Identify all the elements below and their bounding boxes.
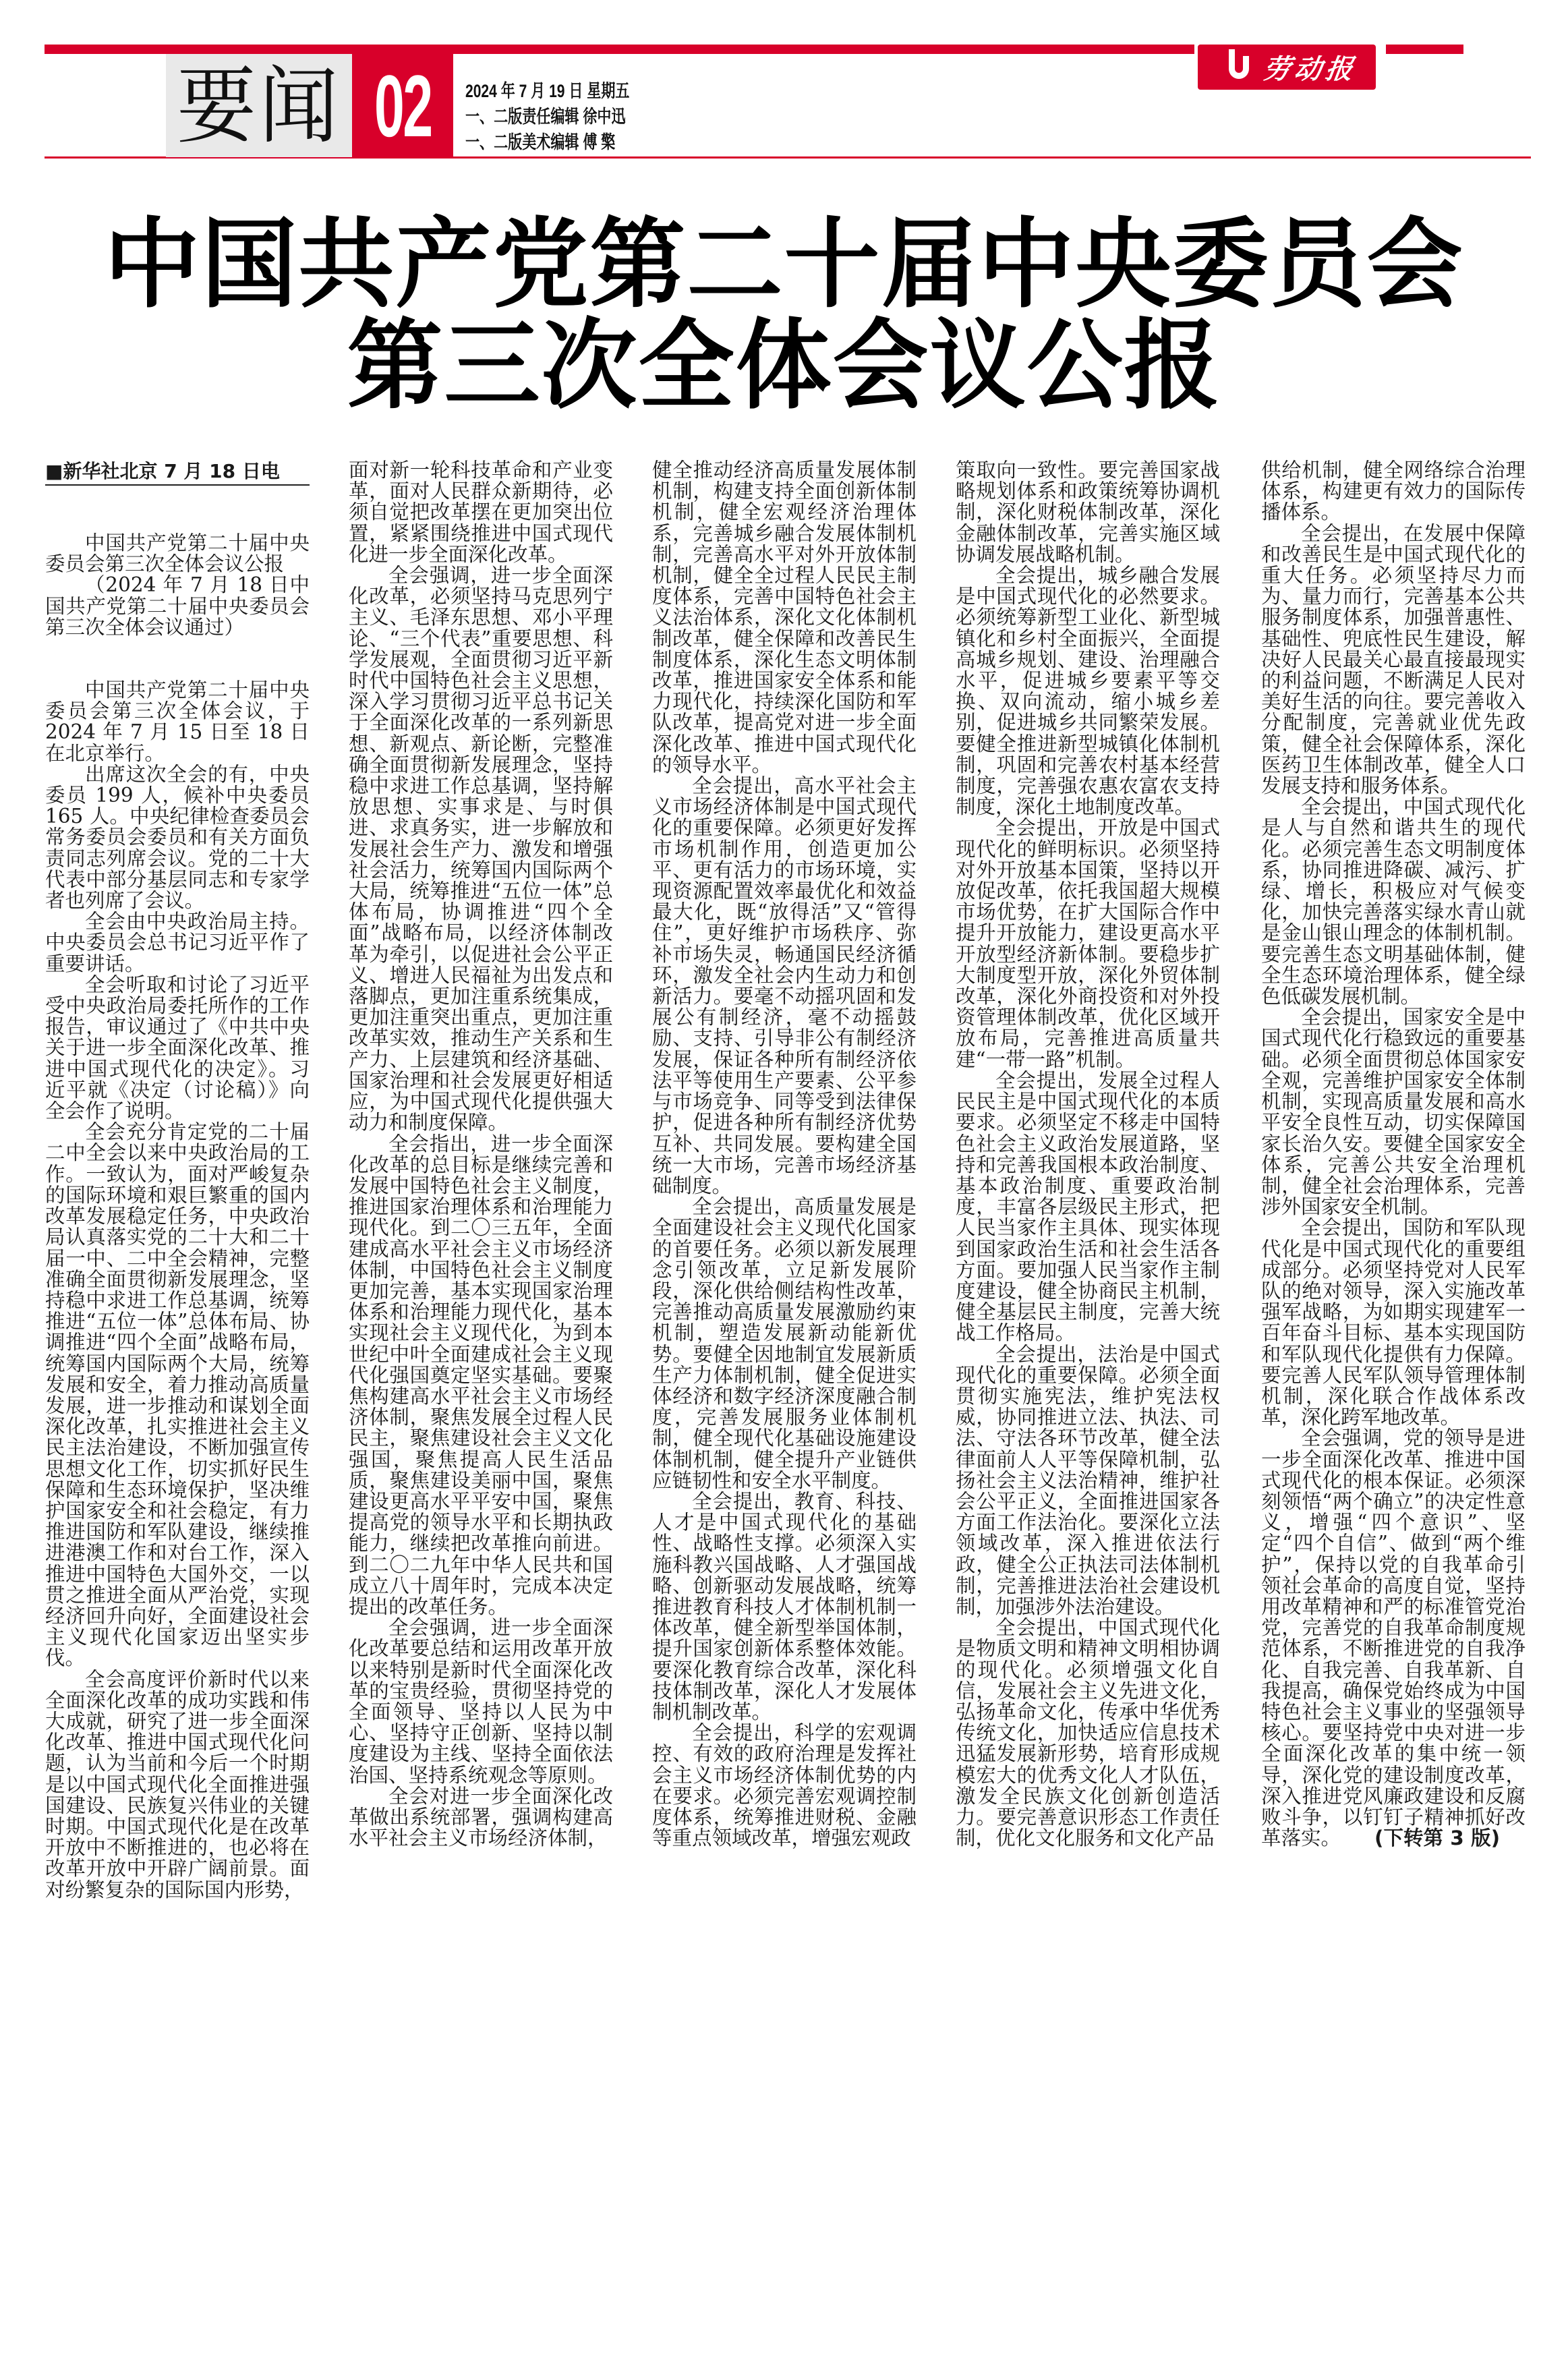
article-paragraph: 全会提出，发展全过程人民民主是中国式现代化的本质要求。必须坚定不移走中国特色社会主义政治发展道路，坚持和完善我国根本政治制度、基本政治制度、重要政治制度，丰富各层级民主形式，把人民当家作主具体、现实体现到国家政治生活和社会生活各方面。要加强人民当家作主制度建设，健全协商民主机制，健全基层民主制度，完善大统战工作格局。 — [956, 1068, 1220, 1345]
article-paragraph: 中国共产党第二十届中央委员会第三次全体会议，于 2024 年 7 月 15 日至 18 日在北京举行。 — [45, 679, 310, 765]
article-paragraph: 供给机制，健全网络综合治理体系，构建更有效力的国际传播体系。 — [1261, 459, 1526, 524]
article-paragraph: 健全推动经济高质量发展体制机制，构建支持全面创新体制机制，健全宏观经济治理体系，完善城乡融合发展体制机制，完善高水平对外开放体制机制，健全全过程人民民主制度体系，完善中国特色社会主义法治体系，深化文化体制机制改革，健全保障和改善民生制度体系，深化生态文明体制改革，推进国家安全体系和能力现代化，持续深化国防和军队改革，提高党对进一步全面深化改革、推进中国式现代化的领导水平。 — [652, 459, 917, 776]
issue-date: 2024 年 7 月 19 日 星期五 — [465, 81, 630, 101]
article-paragraph: 策取向一致性。要完善国家战略规划体系和政策统筹协调机制，深化财税体制改革，深化金融体制改革，完善实施区域协调发展战略机制。 — [956, 459, 1220, 566]
article-column-1 — [45, 460, 310, 1901]
article-paragraph: 全会提出，中国式现代化是人与自然和谐共生的现代化。必须完善生态文明制度体系，协同推进降碳、减污、扩绿、增长，积极应对气候变化，加快完善落实绿水青山就是金山银山理念的体制机制。要完善生态文明基础体制，健全生态环境治理体系，健全绿色低碳发展机制。 — [1261, 795, 1526, 1008]
issue-meta — [465, 78, 629, 155]
article-subtitle: 中国共产党第二十届中央委员会第三次全体会议公报 — [45, 531, 310, 576]
header-rule-top-right — [1386, 45, 1463, 54]
article-paragraph: 全会提出，高水平社会主义市场经济体制是中国式现代化的重要保障。必须更好发挥市场机制作用，创造更加公平、更有活力的市场环境，实现资源配置效率最优化和效益最大化，既“放得活”又“管得住”，更好维护市场秩序、弥补市场失灵，畅通国民经济循环，激发全社会内生动力和创新活力。要毫不动摇巩固和发展公有制经济，毫不动摇鼓励、支持、引导非公有制经济发展，保证各种所有制经济依法平等使用生产要素、公平参与市场竞争、同等受到法律保护，促进各种所有制经济优势互补、共同发展。要构建全国统一大市场，完善市场经济基础制度。 — [652, 774, 917, 1197]
article-paragraph: 全会提出，开放是中国式现代化的鲜明标识。必须坚持对外开放基本国策，坚持以开放促改革，依托我国超大规模市场优势，在扩大国际合作中提升开放能力，建设更高水平开放型经济新体制。要稳步扩大制度型开放，深化外贸体制改革，深化外商投资和对外投资管理体制改革，优化区域开放布局，完善推进高质量共建“一带一路”机制。 — [956, 816, 1220, 1071]
article-paragraph: 全会提出，在发展中保障和改善民生是中国式现代化的重大任务。必须坚持尽力而为、量力而行，完善基本公共服务制度体系，加强普惠性、基础性、兜底性民生建设，解决好人民最关心最直接最现实的利益问题，不断满足人民对美好生活的向往。要完善收入分配制度，完善就业优先政策，健全社会保障体系，深化医药卫生体制改革，健全人口发展支持和服务体系。 — [1261, 521, 1526, 798]
header-rule-top — [45, 45, 1194, 54]
article-column-2 — [349, 460, 613, 1849]
headline-line-1: 中国共产党第二十届中央委员会 — [104, 208, 1464, 322]
art-editor: 一、二版美术编辑 傅 檠 — [465, 132, 616, 152]
article-paragraph: 全会强调，党的领导是进一步全面深化改革、推进中国式现代化的根本保证。必须深刻领悟“两个确立”的决定性意义，增强“四个意识”、坚定“四个自信”、做到“两个维护”，保持以党的自我革命引领社会革命的高度自觉，坚持用改革精神和严的标准管党治党，完善党的自我革命制度规范体系，不断推进党的自我净化、自我完善、自我革新、自我提高，确保党始终成为中国特色社会主义事业的坚强领导核心。要坚持党中央对进一步全面深化改革的集中统一领导，深化党的建设制度改革，深入推进党风廉政建设和反腐败斗争，以钉钉子精神抓好改革落实。 (下转第 3 版) — [1261, 1427, 1526, 1850]
article-paragraph: 全会对进一步全面深化改革做出系统部署，强调构建高水平社会主义市场经济体制， — [349, 1784, 613, 1850]
article-paragraph: 全会充分肯定党的二十届二中全会以来中央政治局的工作。一致认为，面对严峻复杂的国际环境和艰巨繁重的国内改革发展稳定任务，中央政治局认真落实党的二十大和二十届一中、二中全会精神，完整准确全面贯彻新发展理念，坚持稳中求进工作总基调，统筹推进“五位一体”总体布局、协调推进“四个全面”战略布局，统筹国内国际两个大局，统筹发展和安全，着力推动高质量发展，进一步推动和谋划全面深化改革，扎实推进社会主义民主法治建设，不断加强宣传思想文化工作，切实抓好民生保障和生态环境保护，坚决维护国家安全和社会稳定，有力推进国防和军队建设，继续推进港澳工作和对台工作，深入推进中国特色大国外交，一以贯之推进全面从严治党，实现经济回升向好，全面建设社会主义现代化国家迈出坚实步伐。 — [45, 1120, 310, 1670]
page-number-box — [352, 54, 453, 157]
article-paragraph: 面对新一轮科技革命和产业变革，面对人民群众新期待，必须自觉把改革摆在更加突出位置，紧紧围绕推进中国式现代化进一步全面深化改革。 — [349, 459, 613, 566]
continued-on-page-note: (下转第 3 版) — [1374, 1827, 1501, 1850]
newspaper-logo — [1198, 45, 1376, 90]
article-paragraph: 全会高度评价新时代以来全面深化改革的成功实践和伟大成就，研究了进一步全面深化改革、推进中国式现代化问题，认为当前和今后一个时期是以中国式现代化全面推进强国建设、民族复兴伟业的关键时期。中国式现代化是在改革开放中不断推进的，也必将在改革开放中开辟广阔前景。面对纷繁复杂的国际国内形势， — [45, 1667, 310, 1901]
page-number: 02 — [374, 56, 432, 155]
article-paragraph: 出席这次全会的有，中央委员 199 人，候补中央委员 165 人。中央纪律检查委员会常务委员会委员和有关方面负责同志列席会议。党的二十大代表中部分基层同志和专家学者也列席了会议。 — [45, 762, 310, 913]
newspaper-name: 劳动报 — [1261, 53, 1359, 85]
responsible-editor: 一、二版责任编辑 徐中迅 — [465, 107, 626, 127]
article-paragraph: 全会提出，中国式现代化是物质文明和精神文明相协调的现代化。必须增强文化自信，发展社会主义先进文化，弘扬革命文化，传承中华优秀传统文化，加快适应信息技术迅猛发展新形势，培育形成规模宏大的优秀文化人才队伍，激发全民族文化创新创造活力。要完善意识形态工作责任制，优化文化服务和文化产品 — [956, 1616, 1220, 1850]
section-label-box — [166, 54, 352, 157]
article-paragraph: 全会听取和讨论了习近平受中央政治局委托所作的工作报告，审议通过了《中共中央关于进一步全面深化改革、推进中国式现代化的决定》。习近平就《决定（讨论稿）》向全会作了说明。 — [45, 973, 310, 1123]
article-paragraph: 全会提出，国家安全是中国式现代化行稳致远的重要基础。必须全面贯彻总体国家安全观，完善维护国家安全体制机制，实现高质量发展和高水平安全良性互动，切实保障国家长治久安。要健全国家安全体系，完善公共安全治理机制，健全社会治理体系，完善涉外国家安全机制。 — [1261, 1006, 1526, 1219]
article-paragraph: 全会指出，进一步全面深化改革的总目标是继续完善和发展中国特色社会主义制度，推进国家治理体系和治理能力现代化。到二〇三五年，全面建成高水平社会主义市场经济体制，中国特色社会主义制度更加完善，基本实现国家治理体系和治理能力现代化，基本实现社会主义现代化，为到本世纪中叶全面建成社会主义现代化强国奠定坚实基础。要聚焦构建高水平社会主义市场经济体制，聚焦发展全过程人民民主，聚焦建设社会主义文化强国，聚焦提高人民生活品质，聚焦建设美丽中国，聚焦建设更高水平平安中国，聚焦提高党的领导水平和长期执政能力，继续把改革推向前进。到二〇二九年中华人民共和国成立八十周年时，完成本决定提出的改革任务。 — [349, 1132, 613, 1618]
article-paragraph: 全会提出，教育、科技、人才是中国式现代化的基础性、战略性支撑。必须深入实施科教兴国战略、人才强国战略、创新驱动发展战略，统筹推进教育科技人才体制机制一体改革，健全新型举国体制，提升国家创新体系整体效能。要深化教育综合改革，深化科技体制改革，深化人才发展体制机制改革。 — [652, 1489, 917, 1723]
section-name: 要闻 — [176, 57, 341, 154]
article-paragraph: 全会强调，进一步全面深化改革，必须坚持马克思列宁主义、毛泽东思想、邓小平理论、“三个代表”重要思想、科学发展观，全面贯彻习近平新时代中国特色社会主义思想，深入学习贯彻习近平总书记关于全面深化改革的一系列新思想、新观点、新论断，完整准确全面贯彻新发展理念，坚持稳中求进工作总基调，坚持解放思想、实事求是、与时俱进、求真务实，进一步解放和发展社会生产力、激发和增强社会活力，统筹国内国际两个大局，统筹推进“五位一体”总体布局，协调推进“四个全面”战略布局，以经济体制改革为牵引，以促进社会公平正义、增进人民福祉为出发点和落脚点，更加注重系统集成，更加注重突出重点，更加注重改革实效，推动生产关系和生产力、上层建筑和经济基础、国家治理和社会发展更好相适应，为中国式现代化提供强大动力和制度保障。 — [349, 564, 613, 1134]
headline — [0, 208, 1568, 423]
article-paragraph: 全会由中央政治局主持。中央委员会总书记习近平作了重要讲话。 — [45, 910, 310, 975]
article-paragraph: 全会提出，法治是中国式现代化的重要保障。必须全面贯彻实施宪法，维护宪法权威，协同推进立法、执法、司法、守法各环节改革，健全法律面前人人平等保障机制，弘扬社会主义法治精神，维护社会公平正义，全面推进国家各方面工作法治化。要深化立法领域改革，深入推进依法行政，健全公正执法司法体制机制，完善推进法治社会建设机制，加强涉外法治建设。 — [956, 1342, 1220, 1618]
adopted-note: （2024 年 7 月 18 日中国共产党第二十届中央委员会第三次全体会议通过） — [45, 573, 310, 639]
article-paragraph: 全会提出，城乡融合发展是中国式现代化的必然要求。必须统筹新型工业化、新型城镇化和乡村全面振兴，全面提高城乡规划、建设、治理融合水平，促进城乡要素平等交换、双向流动，缩小城乡差别，促进城乡共同繁荣发展。要健全推进新型城镇化体制机制，巩固和完善农村基本经营制度，完善强农惠农富农支持制度，深化土地制度改革。 — [956, 564, 1220, 819]
logo-mark-icon — [1229, 56, 1249, 79]
article-paragraph: 全会提出，高质量发展是全面建设社会主义现代化国家的首要任务。必须以新发展理念引领改革，立足新发展阶段，深化供给侧结构性改革，完善推动高质量发展激励约束机制，塑造发展新动能新优势。要健全因地制宜发展新质生产力体制机制，健全促进实体经济和数字经济深度融合制度，完善发展服务业体制机制，健全现代化基础设施建设体制机制，健全提升产业链供应链韧性和安全水平制度。 — [652, 1195, 917, 1492]
article-column-3 — [652, 460, 917, 1849]
dateline: ■新华社北京 7 月 18 日电 — [45, 460, 310, 486]
article-paragraph: 全会提出，国防和军队现代化是中国式现代化的重要组成部分。必须坚持党对人民军队的绝对领导，深入实施改革强军战略，为如期实现建军一百年奋斗目标、基本实现国防和军队现代化提供有力保障。要完善人民军队领导管理体制机制，深化联合作战体系改革，深化跨军地改革。 — [1261, 1216, 1526, 1429]
article-paragraph: 全会提出，科学的宏观调控、有效的政府治理是发挥社会主义市场经济体制优势的内在要求。必须完善宏观调控制度体系，统筹推进财税、金融等重点领域改革，增强宏观政 — [652, 1721, 917, 1850]
article-paragraph: 全会强调，进一步全面深化改革要总结和运用改革开放以来特别是新时代全面深化改革的宝贵经验，贯彻坚持党的全面领导、坚持以人民为中心、坚持守正创新、坚持以制度建设为主线、坚持全面依法治国、坚持系统观念等原则。 — [349, 1616, 613, 1787]
article-column-4 — [956, 460, 1220, 1849]
article-column-5 — [1261, 460, 1526, 1849]
headline-line-2: 第三次全体会议公报 — [347, 309, 1221, 423]
